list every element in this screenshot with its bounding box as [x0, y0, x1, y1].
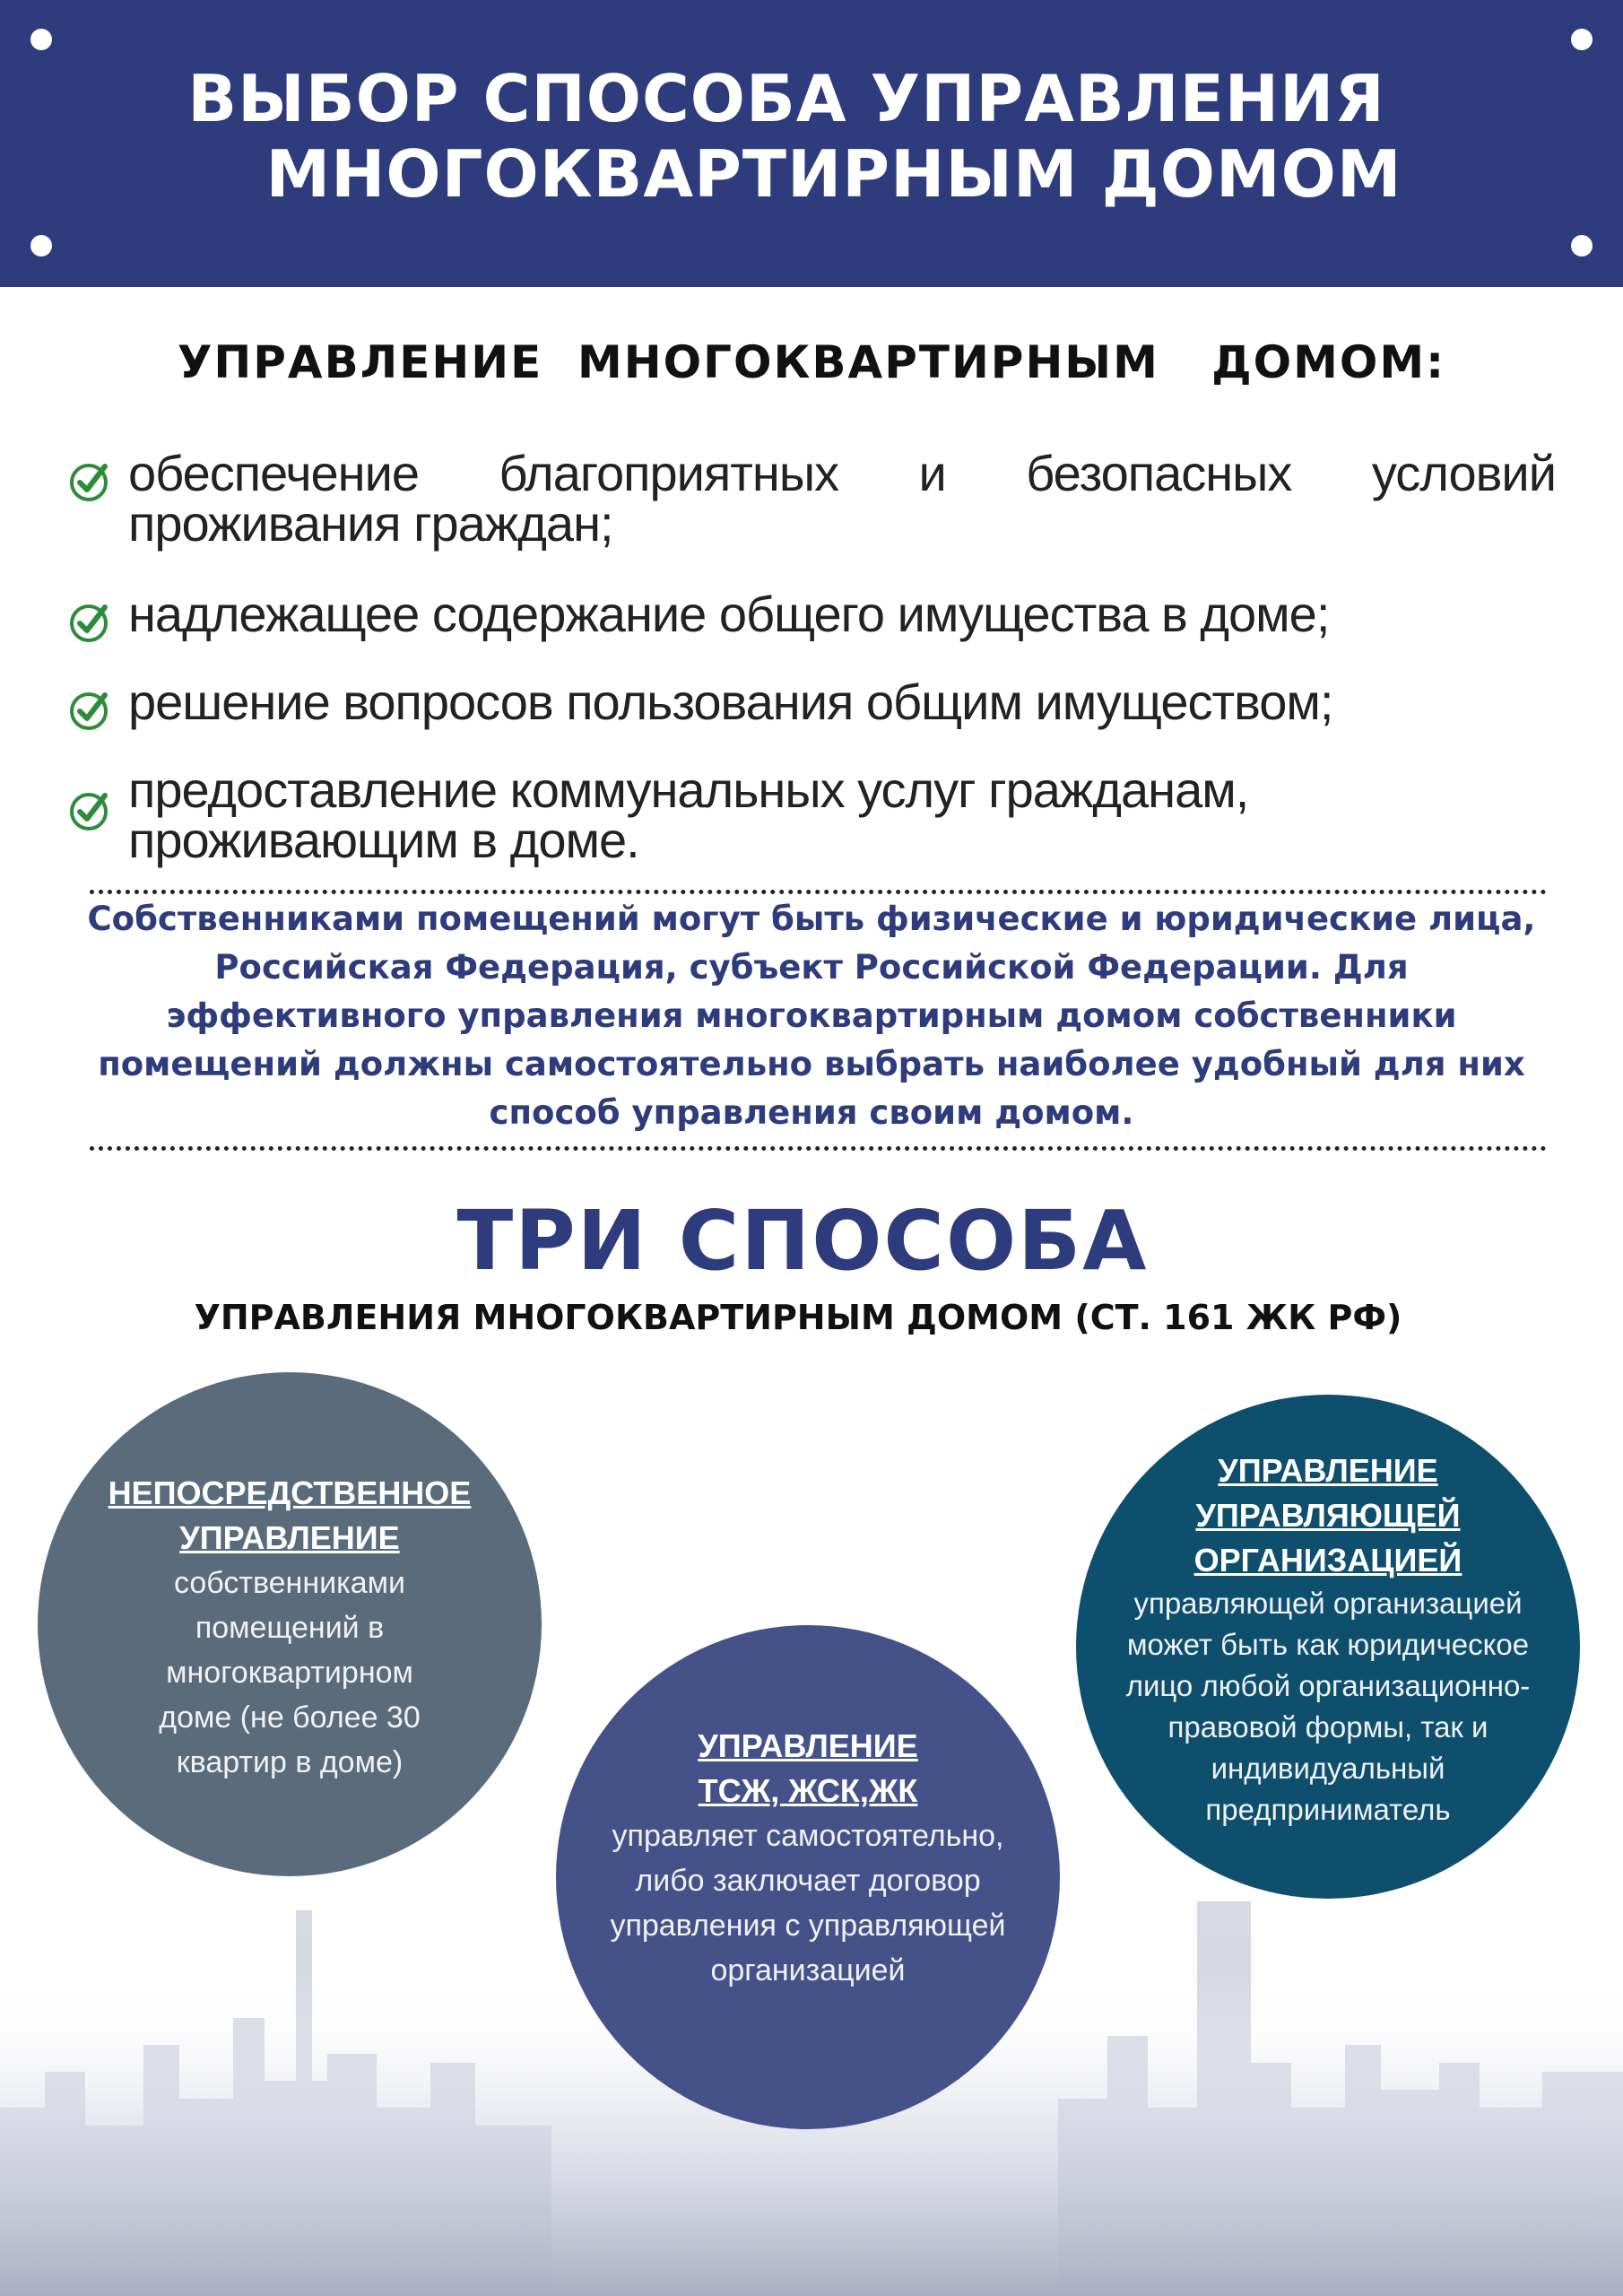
dotted-divider: [90, 890, 1547, 894]
method-direct-management: [38, 1372, 542, 1876]
method-title: НЕПОСРЕДСТВЕННОЕ УПРАВЛЕНИЕ: [108, 1474, 472, 1556]
corner-dot: [1571, 29, 1593, 50]
list-item: [67, 761, 1556, 868]
methods-subtitle: УПРАВЛЕНИЯ МНОГОКВАРТИРНЫМ ДОМОМ (СТ. 161 ЖК РФ): [194, 1298, 1402, 1337]
list-item: [67, 586, 1556, 642]
list-item-text: предоставление коммунальных услуг гражданам, проживающим в доме.: [128, 761, 1249, 868]
methods-title: ТРИ СПОСОБА: [456, 1193, 1149, 1289]
page-title-line-1: ВЫБОР СПОСОБА УПРАВЛЕНИЯ: [187, 61, 1385, 136]
list-item: [67, 674, 1556, 730]
corner-dot: [30, 29, 52, 50]
method-description: управляющей организацией может быть как юридическое лицо любой организационно- правовой формы, так и индивидуальный предприниматель: [1125, 1587, 1531, 1826]
method-title: УПРАВЛЕНИЕ УПРАВЛЯЮЩЕЙ ОРГАНИЗАЦИЕЙ: [1193, 1452, 1462, 1578]
dotted-divider: [90, 1146, 1547, 1151]
list-item-text: обеспечение благоприятных и безопасных условий проживания граждан;: [128, 445, 1556, 552]
method-description: собственниками помещений в многоквартирном доме (не более 30 квартир в доме): [159, 1566, 421, 1779]
corner-dot: [30, 235, 52, 257]
check-icon: [67, 788, 110, 831]
method-hoa-management: [556, 1625, 1060, 2129]
method-description: управляет самостоятельно, либо заключает договор управления с управляющей организацией: [610, 1819, 1006, 1987]
header-banner: [0, 0, 1623, 287]
owners-paragraph: Собственниками помещений могут быть физические и юридические лица, Российская Федерация, субъект Российской Федерации. Для эффективного управления многоквартирным домом собственники помещений должны самостоятельно выбрать наиболее удобный для них способ управления своим домом.: [87, 900, 1536, 1132]
method-management-company: [1076, 1395, 1580, 1899]
check-icon: [67, 688, 110, 731]
list-item-text: решение вопросов пользования общим имуществом;: [128, 674, 1333, 730]
management-list: [67, 445, 1556, 868]
management-heading: УПРАВЛЕНИЕ МНОГОКВАРТИРНЫМ ДОМОМ:: [177, 336, 1446, 388]
check-icon: [67, 459, 110, 502]
page-title: [0, 61, 1623, 212]
corner-dot: [1571, 235, 1593, 257]
method-title: УПРАВЛЕНИЕ ТСЖ, ЖСК,ЖК: [698, 1727, 918, 1809]
check-icon: [67, 600, 110, 643]
list-item-text: надлежащее содержание общего имущества в доме;: [128, 586, 1330, 642]
list-item: [67, 445, 1556, 552]
page-title-line-2: МНОГОКВАРТИРНЫМ ДОМОМ: [265, 136, 1402, 212]
